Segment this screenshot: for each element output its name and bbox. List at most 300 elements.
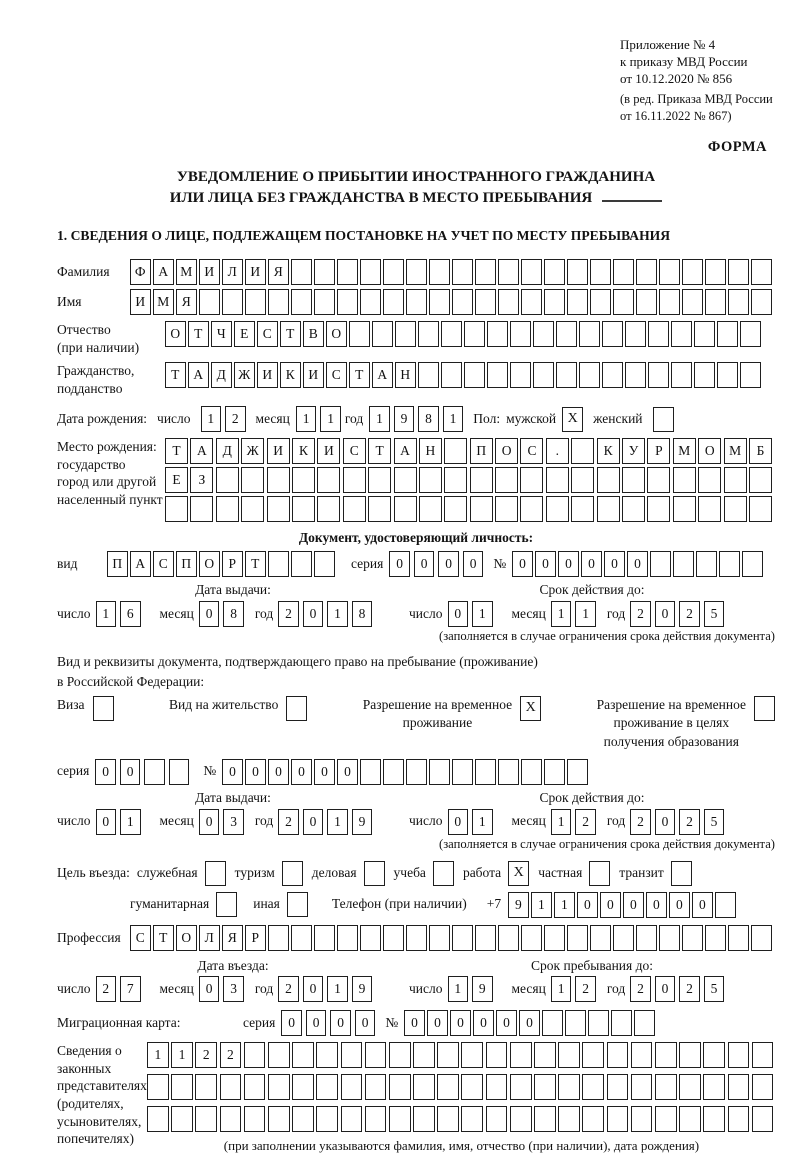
char-cell[interactable] [728,1074,750,1100]
char-cell[interactable]: 5 [704,976,725,1002]
char-cell[interactable] [444,496,467,522]
char-cell[interactable] [394,496,417,522]
char-cell[interactable]: О [165,321,186,347]
char-cell[interactable] [144,759,165,785]
char-cell[interactable]: 2 [679,601,700,627]
char-cell[interactable]: С [257,321,278,347]
char-cell[interactable]: И [245,259,266,285]
purpose-official-checkbox[interactable] [205,861,226,886]
char-cell[interactable]: Б [749,438,772,464]
char-cell[interactable] [724,496,747,522]
char-cell[interactable] [588,1010,609,1036]
char-cell[interactable]: 2 [679,976,700,1002]
char-cell[interactable]: Р [245,925,266,951]
char-cell[interactable] [498,289,519,315]
char-cell[interactable] [510,1042,532,1068]
char-cell[interactable]: 2 [195,1042,217,1068]
char-cell[interactable]: З [190,467,213,493]
char-cell[interactable] [241,496,264,522]
char-cell[interactable]: Д [211,362,232,388]
char-cell[interactable] [222,289,243,315]
char-cell[interactable] [510,1074,532,1100]
char-cell[interactable] [268,1106,290,1132]
char-cell[interactable] [694,321,715,347]
char-cell[interactable] [444,438,467,464]
char-cell[interactable] [437,1106,459,1132]
char-cell[interactable]: Ч [211,321,232,347]
char-cell[interactable]: 2 [278,809,299,835]
char-cell[interactable]: Т [153,925,174,951]
char-cell[interactable]: О [176,925,197,951]
char-cell[interactable] [520,496,543,522]
char-cell[interactable] [703,1074,725,1100]
char-cell[interactable] [544,759,565,785]
char-cell[interactable]: 0 [463,551,484,577]
char-cell[interactable] [544,259,565,285]
char-cell[interactable]: 2 [630,809,651,835]
char-cell[interactable] [317,467,340,493]
char-cell[interactable] [671,321,692,347]
char-cell[interactable] [556,321,577,347]
char-cell[interactable]: А [372,362,393,388]
char-cell[interactable] [534,1106,556,1132]
char-cell[interactable]: Л [222,259,243,285]
char-cell[interactable]: 1 [554,892,575,918]
char-cell[interactable]: 2 [575,976,596,1002]
char-cell[interactable]: 1 [369,406,390,432]
char-cell[interactable] [498,759,519,785]
char-cell[interactable] [659,925,680,951]
char-cell[interactable] [498,259,519,285]
char-cell[interactable]: К [597,438,620,464]
char-cell[interactable] [169,759,190,785]
char-cell[interactable] [292,467,315,493]
char-cell[interactable] [383,289,404,315]
char-cell[interactable] [341,1042,363,1068]
edu-residence-checkbox[interactable] [754,696,775,721]
char-cell[interactable] [461,1042,483,1068]
char-cell[interactable] [429,925,450,951]
char-cell[interactable]: Т [188,321,209,347]
char-cell[interactable]: 2 [220,1042,242,1068]
char-cell[interactable] [647,467,670,493]
char-cell[interactable]: А [130,551,151,577]
char-cell[interactable] [495,496,518,522]
char-cell[interactable]: 5 [704,601,725,627]
char-cell[interactable] [360,759,381,785]
char-cell[interactable] [728,259,749,285]
char-cell[interactable] [389,1074,411,1100]
residence-permit-checkbox[interactable] [286,696,307,721]
char-cell[interactable] [625,362,646,388]
char-cell[interactable] [751,289,772,315]
char-cell[interactable] [682,925,703,951]
char-cell[interactable]: Т [280,321,301,347]
char-cell[interactable]: Т [165,362,186,388]
purpose-business-checkbox[interactable] [364,861,385,886]
char-cell[interactable] [441,362,462,388]
char-cell[interactable] [749,496,772,522]
char-cell[interactable]: 0 [427,1010,448,1036]
char-cell[interactable]: 2 [96,976,117,1002]
char-cell[interactable] [571,496,594,522]
char-cell[interactable]: Ж [234,362,255,388]
char-cell[interactable] [679,1106,701,1132]
char-cell[interactable] [636,289,657,315]
sex-female-checkbox[interactable] [653,407,674,432]
char-cell[interactable] [244,1074,266,1100]
char-cell[interactable]: 0 [581,551,602,577]
char-cell[interactable] [220,1074,242,1100]
char-cell[interactable] [636,259,657,285]
char-cell[interactable]: 0 [669,892,690,918]
char-cell[interactable]: 0 [222,759,243,785]
char-cell[interactable]: 0 [306,1010,327,1036]
char-cell[interactable] [634,1010,655,1036]
char-cell[interactable] [429,259,450,285]
char-cell[interactable]: Е [234,321,255,347]
char-cell[interactable] [461,1074,483,1100]
char-cell[interactable] [368,467,391,493]
char-cell[interactable]: 6 [120,601,141,627]
char-cell[interactable]: 1 [171,1042,193,1068]
char-cell[interactable] [673,467,696,493]
char-cell[interactable] [341,1074,363,1100]
char-cell[interactable] [291,289,312,315]
char-cell[interactable]: 0 [291,759,312,785]
char-cell[interactable]: Т [245,551,266,577]
char-cell[interactable] [682,259,703,285]
char-cell[interactable]: Т [368,438,391,464]
char-cell[interactable]: И [130,289,151,315]
char-cell[interactable] [636,925,657,951]
char-cell[interactable]: 1 [320,406,341,432]
char-cell[interactable]: 0 [438,551,459,577]
char-cell[interactable] [749,467,772,493]
char-cell[interactable] [441,321,462,347]
char-cell[interactable] [740,321,761,347]
char-cell[interactable] [546,496,569,522]
char-cell[interactable] [337,289,358,315]
char-cell[interactable] [751,259,772,285]
char-cell[interactable]: 0 [330,1010,351,1036]
char-cell[interactable] [679,1042,701,1068]
char-cell[interactable] [659,259,680,285]
char-cell[interactable]: 2 [679,809,700,835]
char-cell[interactable] [703,1106,725,1132]
char-cell[interactable] [487,321,508,347]
char-cell[interactable] [521,925,542,951]
char-cell[interactable] [625,321,646,347]
char-cell[interactable]: О [326,321,347,347]
char-cell[interactable]: 9 [394,406,415,432]
char-cell[interactable] [244,1106,266,1132]
char-cell[interactable] [244,1042,266,1068]
char-cell[interactable] [195,1074,217,1100]
char-cell[interactable] [597,496,620,522]
char-cell[interactable]: 5 [704,809,725,835]
char-cell[interactable] [510,362,531,388]
char-cell[interactable] [413,1106,435,1132]
char-cell[interactable]: 3 [223,976,244,1002]
char-cell[interactable] [510,1106,532,1132]
char-cell[interactable] [394,467,417,493]
char-cell[interactable] [571,438,594,464]
char-cell[interactable]: А [188,362,209,388]
char-cell[interactable] [406,925,427,951]
char-cell[interactable]: Т [349,362,370,388]
char-cell[interactable]: 9 [508,892,529,918]
char-cell[interactable]: О [495,438,518,464]
char-cell[interactable]: 0 [448,809,469,835]
char-cell[interactable] [475,925,496,951]
char-cell[interactable] [171,1074,193,1100]
char-cell[interactable] [521,759,542,785]
char-cell[interactable]: Н [395,362,416,388]
char-cell[interactable] [622,467,645,493]
char-cell[interactable] [220,1106,242,1132]
char-cell[interactable] [673,496,696,522]
char-cell[interactable]: С [130,925,151,951]
char-cell[interactable]: Р [222,551,243,577]
char-cell[interactable] [679,1074,701,1100]
char-cell[interactable]: 1 [443,406,464,432]
char-cell[interactable]: 0 [199,976,220,1002]
char-cell[interactable]: 1 [472,809,493,835]
char-cell[interactable] [470,496,493,522]
char-cell[interactable]: 0 [655,976,676,1002]
char-cell[interactable]: С [520,438,543,464]
char-cell[interactable] [590,925,611,951]
char-cell[interactable] [705,925,726,951]
char-cell[interactable] [429,759,450,785]
char-cell[interactable]: О [199,551,220,577]
char-cell[interactable] [752,1074,774,1100]
temp-residence-checkbox[interactable]: X [520,696,541,721]
char-cell[interactable]: А [153,259,174,285]
char-cell[interactable] [292,496,315,522]
char-cell[interactable] [267,467,290,493]
char-cell[interactable]: 1 [448,976,469,1002]
char-cell[interactable] [534,1042,556,1068]
char-cell[interactable] [475,759,496,785]
char-cell[interactable] [337,925,358,951]
char-cell[interactable] [267,496,290,522]
char-cell[interactable]: 0 [314,759,335,785]
visa-checkbox[interactable] [93,696,114,721]
char-cell[interactable] [389,1106,411,1132]
char-cell[interactable] [510,321,531,347]
char-cell[interactable]: Ж [241,438,264,464]
char-cell[interactable] [520,467,543,493]
char-cell[interactable] [461,1106,483,1132]
char-cell[interactable] [498,925,519,951]
char-cell[interactable] [567,759,588,785]
char-cell[interactable] [533,362,554,388]
char-cell[interactable] [705,259,726,285]
char-cell[interactable] [565,1010,586,1036]
char-cell[interactable] [607,1074,629,1100]
char-cell[interactable]: 0 [646,892,667,918]
char-cell[interactable] [567,259,588,285]
char-cell[interactable]: 2 [278,601,299,627]
char-cell[interactable] [648,321,669,347]
char-cell[interactable] [413,1074,435,1100]
char-cell[interactable] [650,551,671,577]
sex-male-checkbox[interactable]: X [562,407,583,432]
char-cell[interactable] [715,892,736,918]
char-cell[interactable]: 0 [558,551,579,577]
char-cell[interactable] [751,925,772,951]
char-cell[interactable] [341,1106,363,1132]
char-cell[interactable] [406,289,427,315]
char-cell[interactable]: 1 [96,601,117,627]
char-cell[interactable]: П [470,438,493,464]
char-cell[interactable] [631,1074,653,1100]
char-cell[interactable] [579,362,600,388]
char-cell[interactable] [268,925,289,951]
char-cell[interactable] [314,551,335,577]
char-cell[interactable]: И [303,362,324,388]
char-cell[interactable] [470,467,493,493]
char-cell[interactable] [360,259,381,285]
char-cell[interactable] [682,289,703,315]
char-cell[interactable]: 0 [303,976,324,1002]
char-cell[interactable]: Н [419,438,442,464]
char-cell[interactable] [317,496,340,522]
char-cell[interactable] [437,1042,459,1068]
char-cell[interactable] [365,1074,387,1100]
char-cell[interactable]: 0 [535,551,556,577]
char-cell[interactable] [521,289,542,315]
char-cell[interactable]: 0 [604,551,625,577]
char-cell[interactable] [724,467,747,493]
char-cell[interactable]: И [199,259,220,285]
char-cell[interactable]: 2 [630,976,651,1002]
char-cell[interactable] [534,1074,556,1100]
char-cell[interactable]: К [292,438,315,464]
char-cell[interactable] [147,1106,169,1132]
char-cell[interactable] [719,551,740,577]
char-cell[interactable] [647,496,670,522]
char-cell[interactable] [291,925,312,951]
char-cell[interactable]: И [317,438,340,464]
char-cell[interactable] [655,1074,677,1100]
char-cell[interactable] [631,1042,653,1068]
char-cell[interactable]: 0 [245,759,266,785]
char-cell[interactable]: 0 [473,1010,494,1036]
char-cell[interactable]: И [267,438,290,464]
char-cell[interactable]: 2 [225,406,246,432]
char-cell[interactable]: Ф [130,259,151,285]
char-cell[interactable] [292,1042,314,1068]
char-cell[interactable]: 0 [627,551,648,577]
char-cell[interactable] [486,1074,508,1100]
char-cell[interactable] [579,321,600,347]
char-cell[interactable] [648,362,669,388]
char-cell[interactable]: 2 [630,601,651,627]
char-cell[interactable] [655,1042,677,1068]
char-cell[interactable]: 1 [575,601,596,627]
char-cell[interactable] [268,289,289,315]
char-cell[interactable]: 1 [551,809,572,835]
char-cell[interactable] [245,289,266,315]
char-cell[interactable] [544,289,565,315]
char-cell[interactable] [622,496,645,522]
char-cell[interactable] [395,321,416,347]
char-cell[interactable]: 0 [199,809,220,835]
char-cell[interactable] [216,496,239,522]
char-cell[interactable] [268,1074,290,1100]
char-cell[interactable] [590,259,611,285]
char-cell[interactable] [389,1042,411,1068]
char-cell[interactable] [728,1106,750,1132]
purpose-private-checkbox[interactable] [589,861,610,886]
char-cell[interactable] [607,1042,629,1068]
char-cell[interactable]: 0 [448,601,469,627]
char-cell[interactable]: 0 [519,1010,540,1036]
char-cell[interactable]: 8 [352,601,373,627]
purpose-other-checkbox[interactable] [287,892,308,917]
char-cell[interactable] [372,321,393,347]
char-cell[interactable] [406,759,427,785]
char-cell[interactable] [602,321,623,347]
char-cell[interactable]: Р [647,438,670,464]
char-cell[interactable]: 0 [404,1010,425,1036]
char-cell[interactable]: 0 [655,809,676,835]
char-cell[interactable] [671,362,692,388]
char-cell[interactable] [558,1074,580,1100]
char-cell[interactable] [567,289,588,315]
char-cell[interactable] [343,467,366,493]
char-cell[interactable]: С [343,438,366,464]
char-cell[interactable]: 1 [327,809,348,835]
char-cell[interactable] [487,362,508,388]
char-cell[interactable]: О [698,438,721,464]
char-cell[interactable]: 3 [223,809,244,835]
char-cell[interactable] [268,551,289,577]
char-cell[interactable]: 0 [623,892,644,918]
char-cell[interactable] [673,551,694,577]
char-cell[interactable] [268,1042,290,1068]
char-cell[interactable] [383,259,404,285]
char-cell[interactable] [698,496,721,522]
char-cell[interactable] [216,467,239,493]
char-cell[interactable] [452,259,473,285]
char-cell[interactable]: К [280,362,301,388]
char-cell[interactable]: Д [216,438,239,464]
char-cell[interactable]: Л [199,925,220,951]
purpose-study-checkbox[interactable] [433,861,454,886]
char-cell[interactable] [705,289,726,315]
char-cell[interactable] [728,289,749,315]
char-cell[interactable]: М [153,289,174,315]
char-cell[interactable] [613,259,634,285]
purpose-tourism-checkbox[interactable] [282,861,303,886]
char-cell[interactable] [582,1074,604,1100]
char-cell[interactable] [703,1042,725,1068]
char-cell[interactable] [444,467,467,493]
char-cell[interactable]: 0 [692,892,713,918]
char-cell[interactable] [597,467,620,493]
char-cell[interactable]: П [176,551,197,577]
char-cell[interactable]: 0 [450,1010,471,1036]
char-cell[interactable]: Я [176,289,197,315]
char-cell[interactable] [717,362,738,388]
char-cell[interactable]: 0 [199,601,220,627]
char-cell[interactable] [190,496,213,522]
char-cell[interactable] [717,321,738,347]
